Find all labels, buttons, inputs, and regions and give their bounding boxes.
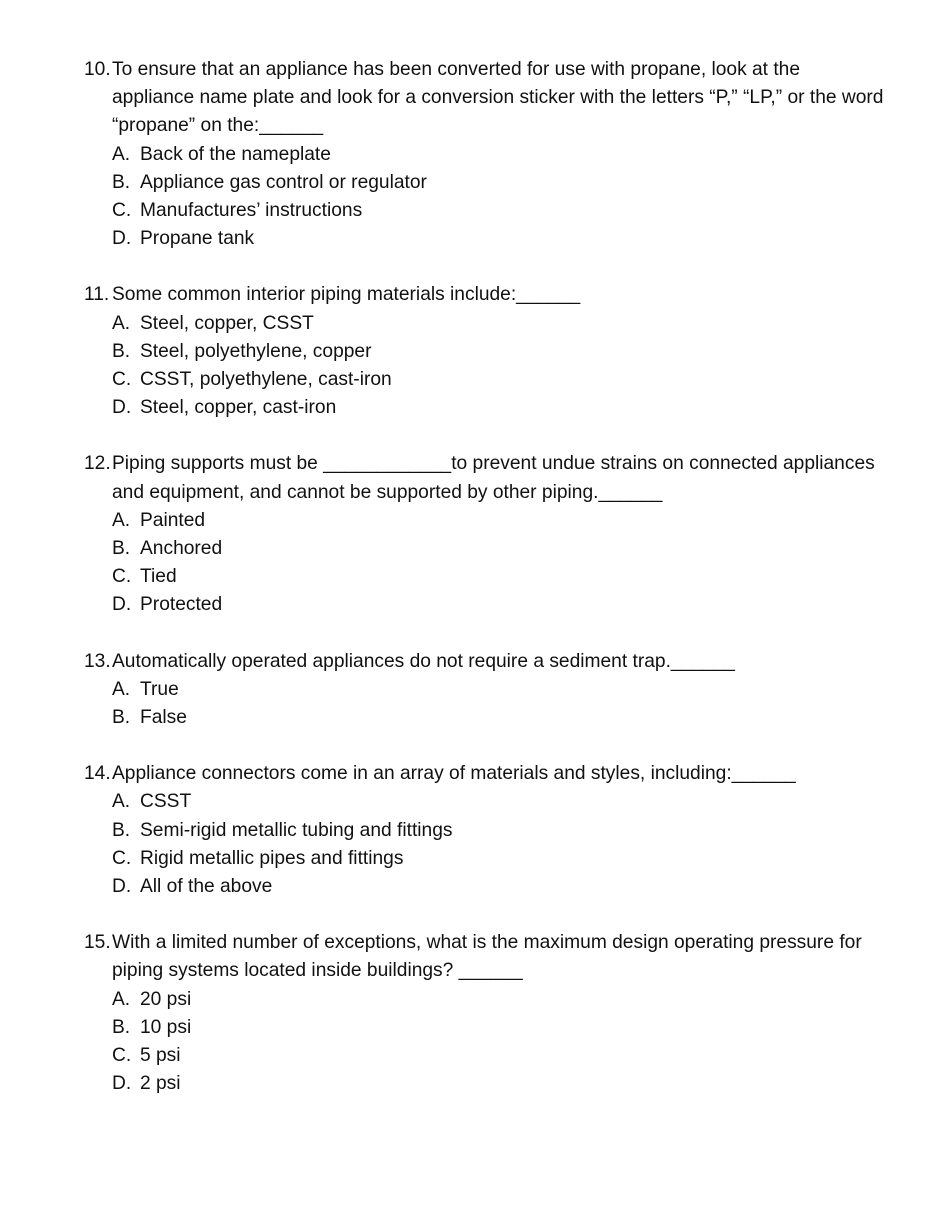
- question-stem: [84, 929, 884, 985]
- option-letter: D.: [112, 876, 132, 898]
- question-number: 13.: [84, 650, 111, 672]
- option-text: Semi-rigid metallic tubing and fittings: [140, 819, 453, 841]
- option-text: Steel, copper, cast-iron: [140, 397, 337, 419]
- option-b: [84, 817, 884, 845]
- option-d: [84, 1070, 884, 1098]
- option-list: [84, 141, 884, 254]
- question-stem: [84, 760, 884, 788]
- option-b: [84, 1014, 884, 1042]
- option-c: [84, 366, 884, 394]
- option-list: [84, 676, 884, 732]
- option-a: [84, 310, 884, 338]
- option-list: [84, 788, 884, 901]
- question-12: [84, 450, 884, 619]
- option-letter: B.: [112, 538, 131, 560]
- question-text: Some common interior piping materials include:______: [112, 284, 581, 306]
- option-letter: D.: [112, 228, 132, 250]
- option-letter: A.: [112, 678, 131, 700]
- option-b: [84, 535, 884, 563]
- option-text: Anchored: [140, 538, 223, 560]
- option-letter: C.: [112, 1045, 132, 1067]
- option-letter: B.: [112, 1016, 131, 1038]
- option-text: Tied: [140, 566, 177, 588]
- question-number: 10.: [84, 59, 111, 80]
- option-text: 5 psi: [140, 1045, 181, 1067]
- option-text: CSST, polyethylene, cast-iron: [140, 369, 392, 391]
- option-b: [84, 169, 884, 197]
- option-text: Appliance gas control or regulator: [140, 171, 427, 193]
- option-text: Rigid metallic pipes and fittings: [140, 847, 404, 869]
- option-list: [84, 507, 884, 620]
- option-a: [84, 141, 884, 169]
- option-a: [84, 788, 884, 816]
- question-number: 14.: [84, 763, 111, 785]
- question-text: With a limited number of exceptions, what is the maximum design operating pressure for piping systems located inside buildings? ______: [112, 932, 862, 982]
- option-c: [84, 563, 884, 591]
- question-text: Automatically operated appliances do not require a sediment trap.______: [112, 650, 735, 672]
- question-11: [84, 281, 884, 422]
- question-number: 12.: [84, 453, 111, 475]
- question-number: 11.: [84, 284, 110, 306]
- option-letter: B.: [112, 171, 131, 193]
- option-text: True: [140, 678, 179, 700]
- option-list: [84, 310, 884, 423]
- question-stem: [84, 450, 884, 506]
- question-text: To ensure that an appliance has been converted for use with propane, look at the appliance name plate and look for a conversion sticker with the letters “P,” “LP,” or the word “propane” on the:______: [112, 59, 884, 137]
- question-10: [84, 56, 884, 253]
- question-stem: [84, 648, 884, 676]
- option-letter: B.: [112, 819, 131, 841]
- option-d: [84, 591, 884, 619]
- option-text: Painted: [140, 509, 206, 531]
- option-c: [84, 1042, 884, 1070]
- option-letter: B.: [112, 707, 131, 729]
- option-text: 10 psi: [140, 1016, 192, 1038]
- question-text: Piping supports must be ____________to prevent undue strains on connected appliances and equipment, and cannot be supported by other piping.______: [112, 453, 875, 503]
- option-text: Back of the nameplate: [140, 143, 331, 165]
- question-15: [84, 929, 884, 1098]
- option-c: [84, 845, 884, 873]
- option-letter: C.: [112, 847, 132, 869]
- option-letter: A.: [112, 988, 131, 1010]
- option-letter: C.: [112, 200, 132, 222]
- option-letter: D.: [112, 397, 132, 419]
- option-d: [84, 394, 884, 422]
- question-text: Appliance connectors come in an array of materials and styles, including:______: [112, 763, 796, 785]
- option-a: [84, 676, 884, 704]
- question-number: 15.: [84, 932, 111, 954]
- option-letter: D.: [112, 594, 132, 616]
- option-c: [84, 197, 884, 225]
- option-text: All of the above: [140, 876, 273, 898]
- question-stem: [84, 56, 884, 141]
- option-text: Propane tank: [140, 228, 255, 250]
- option-text: Protected: [140, 594, 223, 616]
- option-d: [84, 873, 884, 901]
- option-letter: B.: [112, 340, 131, 362]
- question-list: [84, 56, 884, 1127]
- option-d: [84, 225, 884, 253]
- option-a: [84, 986, 884, 1014]
- option-text: 2 psi: [140, 1073, 181, 1095]
- option-text: 20 psi: [140, 988, 192, 1010]
- option-b: [84, 338, 884, 366]
- question-14: [84, 760, 884, 901]
- option-letter: A.: [112, 312, 131, 334]
- option-text: Manufactures’ instructions: [140, 200, 363, 222]
- option-text: Steel, polyethylene, copper: [140, 340, 372, 362]
- option-text: False: [140, 707, 187, 729]
- option-list: [84, 986, 884, 1099]
- option-letter: D.: [112, 1073, 132, 1095]
- question-13: [84, 648, 884, 733]
- option-text: CSST: [140, 791, 192, 813]
- option-letter: C.: [112, 369, 132, 391]
- option-text: Steel, copper, CSST: [140, 312, 314, 334]
- option-letter: A.: [112, 143, 131, 165]
- option-letter: A.: [112, 791, 131, 813]
- question-stem: [84, 281, 884, 309]
- option-b: [84, 704, 884, 732]
- option-letter: A.: [112, 509, 131, 531]
- option-a: [84, 507, 884, 535]
- option-letter: C.: [112, 566, 132, 588]
